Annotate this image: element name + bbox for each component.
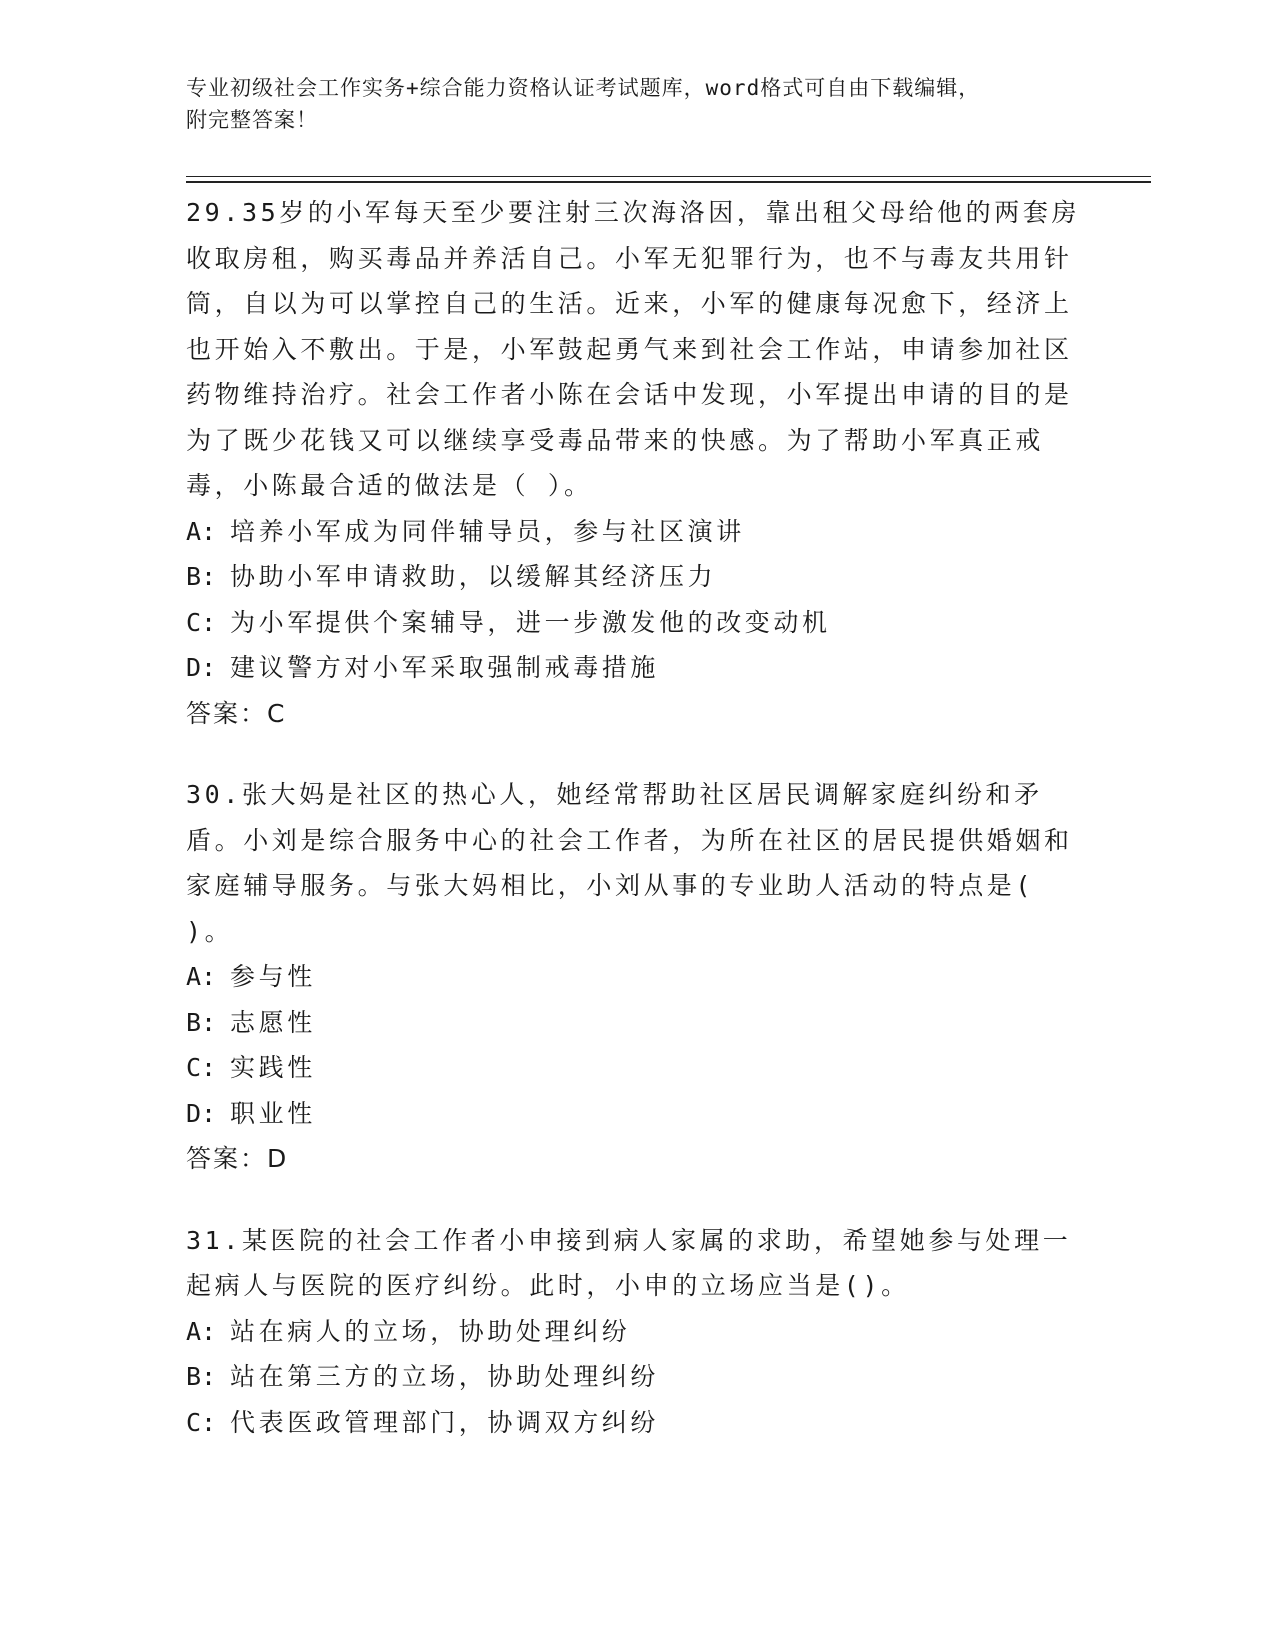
option-text: 职业性 <box>230 1098 316 1128</box>
answer-line: 答案：C <box>186 698 287 728</box>
header-line-2: 附完整答案！ <box>186 108 318 132</box>
answer-line: 答案：D <box>186 1144 289 1173</box>
option-key: D: <box>186 1098 217 1128</box>
header-divider-thin <box>186 176 1151 177</box>
option-text: 培养小军成为同伴辅导员，参与社区演讲 <box>230 516 745 546</box>
option-b <box>186 554 1086 600</box>
document-header <box>186 72 1086 136</box>
option-key: D: <box>186 653 217 682</box>
option-text: 站在第三方的立场，协助处理纠纷 <box>230 1362 660 1391</box>
option-key: B: <box>186 1362 217 1391</box>
question-text: 29.35岁的小军每天至少要注射三次海洛因，靠出租父母给他的两套房收取房租，购买毒品并养活自己。小军无犯罪行为，也不与毒友共用针筒，自以为可以掌控自己的生活。近来，小军的健康每况愈下，经济上也开始入不敷出。于是，小军鼓起勇气来到社会工作站，申请参加社区药物维持治疗。社会工作者小陈在会话中发现，小军提出申请的目的是为了既少花钱又可以继续享受毒品带来的快感。为了帮助小军真正戒毒，小陈最合适的做法是（ ）。 <box>186 198 1081 500</box>
question-text: 30.张大妈是社区的热心人，她经常帮助社区居民调解家庭纠纷和矛盾。小刘是综合服务中心的社会工作者，为所在社区的居民提供婚姻和家庭辅导服务。与张大妈相比，小刘从事的专业助人活动的特点是( )。 <box>186 780 1073 946</box>
option-text: 实践性 <box>230 1053 316 1082</box>
question-30 <box>186 772 1086 1182</box>
option-c <box>186 600 1086 646</box>
question-29 <box>186 190 1086 736</box>
option-a <box>186 954 1086 1000</box>
option-key: A: <box>186 1316 217 1346</box>
option-text: 建议警方对小军采取强制戒毒措施 <box>230 653 660 682</box>
question-list <box>186 190 1086 1481</box>
option-text: 站在病人的立场，协助处理纠纷 <box>230 1316 631 1346</box>
option-b <box>186 1354 1086 1400</box>
option-key: B: <box>186 1007 217 1037</box>
option-d <box>186 1091 1086 1137</box>
option-text: 协助小军申请救助，以缓解其经济压力 <box>230 562 717 591</box>
option-text: 为小军提供个案辅导，进一步激发他的改变动机 <box>230 607 831 637</box>
option-a <box>186 1309 1086 1355</box>
option-text: 志愿性 <box>230 1007 316 1037</box>
question-31 <box>186 1218 1086 1446</box>
option-text: 参与性 <box>230 962 316 991</box>
option-key: B: <box>186 562 217 591</box>
option-key: C: <box>186 607 217 637</box>
option-c <box>186 1400 1086 1446</box>
option-b <box>186 1000 1086 1046</box>
option-key: C: <box>186 1407 217 1437</box>
option-d <box>186 645 1086 691</box>
option-text: 代表医政管理部门，协调双方纠纷 <box>230 1407 660 1437</box>
option-a <box>186 509 1086 555</box>
question-text: 31.某医院的社会工作者小申接到病人家属的求助，希望她参与处理一起病人与医院的医疗纠纷。此时，小申的立场应当是()。 <box>186 1225 1072 1300</box>
header-line-1: 专业初级社会工作实务+综合能力资格认证考试题库，word格式可自由下载编辑， <box>186 76 981 100</box>
option-key: A: <box>186 516 217 546</box>
option-key: A: <box>186 962 217 991</box>
option-key: C: <box>186 1053 217 1082</box>
option-c <box>186 1045 1086 1091</box>
header-divider-thick <box>186 181 1151 183</box>
